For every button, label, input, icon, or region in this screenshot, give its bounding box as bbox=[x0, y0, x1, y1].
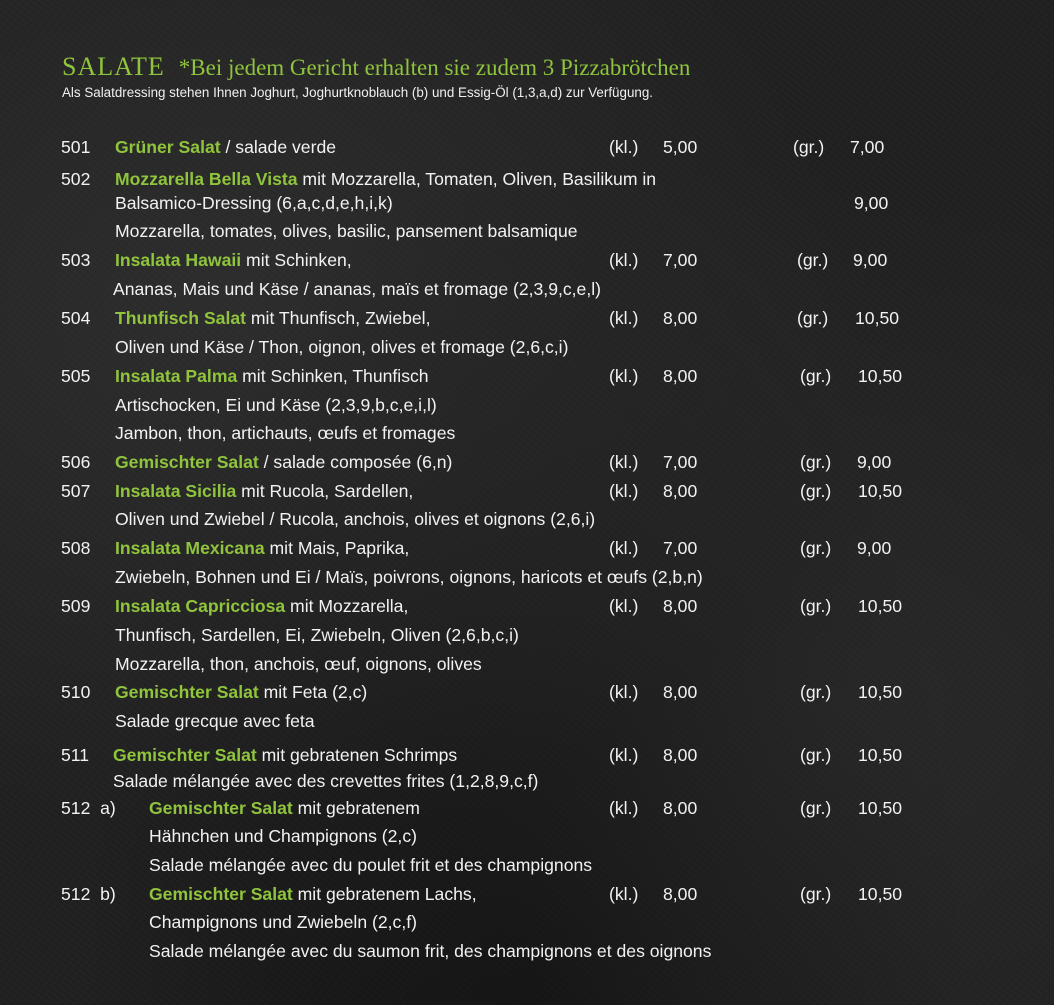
item-title bbox=[115, 596, 408, 616]
item-description-line-2: Oliven und Käse / Thon, oignon, olives et fromage (2,6,c,i) bbox=[115, 337, 569, 357]
large-size-label: (gr.) bbox=[800, 481, 832, 501]
small-size-price: 8,00 bbox=[663, 308, 698, 328]
menu-title bbox=[62, 52, 690, 82]
small-size-price: 8,00 bbox=[663, 481, 698, 501]
item-description-line-2: Salade grecque avec feta bbox=[115, 711, 315, 731]
large-size-label: (gr.) bbox=[800, 745, 832, 765]
large-size-price: 10,50 bbox=[858, 884, 903, 904]
item-description-line-2: Oliven und Zwiebel / Rucola, anchois, olives et oignons (2,6,i) bbox=[115, 509, 596, 529]
large-size-label: (gr.) bbox=[797, 250, 829, 270]
item-title bbox=[115, 250, 352, 270]
item-name: Gemischter Salat bbox=[113, 745, 257, 765]
item-number: 506 bbox=[61, 452, 91, 472]
small-size-price: 8,00 bbox=[663, 798, 698, 818]
item-name: Insalata Palma bbox=[115, 366, 238, 386]
item-name: Insalata Mexicana bbox=[115, 538, 265, 558]
small-size-price: 5,00 bbox=[663, 137, 698, 157]
item-description-line-2: Artischocken, Ei und Käse (2,3,9,b,c,e,i,l) bbox=[115, 395, 437, 415]
item-name: Gemischter Salat bbox=[115, 452, 259, 472]
small-size-price: 8,00 bbox=[663, 596, 698, 616]
item-number: 504 bbox=[61, 308, 91, 328]
item-description-line-3: Jambon, thon, artichauts, œufs et fromages bbox=[115, 423, 456, 443]
item-description-line-2: Ananas, Mais und Käse / ananas, maïs et fromage (2,3,9,c,e,l) bbox=[113, 279, 601, 299]
small-size-label: (kl.) bbox=[609, 481, 639, 501]
item-name: Insalata Capricciosa bbox=[115, 596, 286, 616]
item-number: 512 a) bbox=[61, 798, 116, 818]
item-name: Gemischter Salat bbox=[149, 798, 293, 818]
large-size-price: 10,50 bbox=[855, 308, 900, 328]
item-description: mit Mais, Paprika, bbox=[264, 538, 410, 558]
item-name: Mozzarella Bella Vista bbox=[115, 169, 298, 189]
small-size-label: (kl.) bbox=[609, 366, 639, 386]
item-title bbox=[115, 137, 336, 157]
item-description: mit Mozzarella, Tomaten, Oliven, Basilikum in bbox=[297, 169, 657, 189]
item-description: mit Rucola, Sardellen, bbox=[236, 481, 414, 501]
item-name: Gemischter Salat bbox=[149, 884, 293, 904]
item-name: Insalata Hawaii bbox=[115, 250, 242, 270]
small-size-label: (kl.) bbox=[609, 452, 639, 472]
small-size-label: (kl.) bbox=[609, 682, 639, 702]
large-size-price: 10,50 bbox=[858, 596, 903, 616]
item-description-line-3: Salade mélangée avec du saumon frit, des champignons et des oignons bbox=[149, 941, 712, 961]
item-description-line-2: Champignons und Zwiebeln (2,c,f) bbox=[149, 912, 417, 932]
large-size-label: (gr.) bbox=[800, 682, 832, 702]
small-size-price: 8,00 bbox=[663, 682, 698, 702]
item-title bbox=[115, 452, 452, 472]
large-size-price: 10,50 bbox=[858, 481, 903, 501]
item-title bbox=[149, 798, 420, 818]
large-size-price: 10,50 bbox=[858, 798, 903, 818]
item-title bbox=[113, 745, 457, 765]
item-description-line-2: Balsamico-Dressing (6,a,c,d,e,h,i,k) bbox=[115, 193, 393, 213]
small-size-price: 7,00 bbox=[663, 250, 698, 270]
small-size-price: 8,00 bbox=[663, 745, 698, 765]
item-name: Insalata Sicilia bbox=[115, 481, 237, 501]
item-description: / salade composée (6,n) bbox=[258, 452, 453, 472]
large-size-price: 9,00 bbox=[857, 452, 892, 472]
large-size-price: 10,50 bbox=[858, 682, 903, 702]
large-size-price: 9,00 bbox=[857, 538, 892, 558]
item-description-line-2: Hähnchen und Champignons (2,c) bbox=[149, 826, 417, 846]
item-price: 9,00 bbox=[854, 193, 889, 213]
item-number: 512 b) bbox=[61, 884, 116, 904]
item-number: 507 bbox=[61, 481, 91, 501]
item-title bbox=[115, 538, 409, 558]
item-name: Grüner Salat bbox=[115, 137, 221, 157]
small-size-label: (kl.) bbox=[609, 538, 639, 558]
item-title bbox=[115, 682, 367, 702]
large-size-label: (gr.) bbox=[800, 538, 832, 558]
item-description: / salade verde bbox=[220, 137, 337, 157]
item-description-line-2: Zwiebeln, Bohnen und Ei / Maïs, poivrons, oignons, haricots et œufs (2,b,n) bbox=[115, 567, 703, 587]
dressing-note: Als Salatdressing stehen Ihnen Joghurt, Joghurtknoblauch (b) und Essig-Öl (1,3,a,d) zur Verfügung. bbox=[62, 85, 654, 100]
large-size-price: 10,50 bbox=[858, 366, 903, 386]
small-size-price: 7,00 bbox=[663, 452, 698, 472]
item-title bbox=[149, 884, 477, 904]
large-size-label: (gr.) bbox=[800, 366, 832, 386]
small-size-label: (kl.) bbox=[609, 250, 639, 270]
item-number: 511 bbox=[61, 745, 90, 765]
item-title bbox=[115, 481, 413, 501]
large-size-label: (gr.) bbox=[800, 884, 832, 904]
item-title bbox=[115, 169, 656, 189]
small-size-price: 8,00 bbox=[663, 366, 698, 386]
item-number: 510 bbox=[61, 682, 91, 702]
item-title bbox=[115, 308, 430, 328]
small-size-label: (kl.) bbox=[609, 745, 639, 765]
item-description-line-2: Thunfisch, Sardellen, Ei, Zwiebeln, Oliven (2,6,b,c,i) bbox=[115, 625, 519, 645]
item-number: 509 bbox=[61, 596, 91, 616]
item-description-line-3: Mozzarella, tomates, olives, basilic, pansement balsamique bbox=[115, 221, 578, 241]
item-description: mit Schinken, bbox=[241, 250, 352, 270]
item-number: 505 bbox=[61, 366, 91, 386]
small-size-label: (kl.) bbox=[609, 596, 639, 616]
large-size-label: (gr.) bbox=[800, 798, 832, 818]
item-number: 502 bbox=[61, 169, 91, 189]
section-subtitle: *Bei jedem Gericht erhalten sie zudem 3 Pizzabrötchen bbox=[178, 55, 691, 80]
large-size-label: (gr.) bbox=[800, 596, 832, 616]
item-description: mit Mozzarella, bbox=[285, 596, 409, 616]
section-title: SALATE bbox=[62, 52, 165, 81]
item-description-line-3: Mozzarella, thon, anchois, œuf, oignons, olives bbox=[115, 654, 482, 674]
item-description-line-2: Salade mélangée avec des crevettes frites (1,2,8,9,c,f) bbox=[113, 771, 539, 791]
item-description: mit gebratenen Schrimps bbox=[256, 745, 458, 765]
large-size-label: (gr.) bbox=[797, 308, 829, 328]
small-size-label: (kl.) bbox=[609, 798, 639, 818]
item-name: Gemischter Salat bbox=[115, 682, 259, 702]
large-size-label: (gr.) bbox=[800, 452, 832, 472]
small-size-price: 8,00 bbox=[663, 884, 698, 904]
item-description-line-3: Salade mélangée avec du poulet frit et des champignons bbox=[149, 855, 593, 875]
large-size-price: 10,50 bbox=[858, 745, 903, 765]
small-size-price: 7,00 bbox=[663, 538, 698, 558]
item-description: mit gebratenem bbox=[292, 798, 420, 818]
item-name: Thunfisch Salat bbox=[115, 308, 246, 328]
small-size-label: (kl.) bbox=[609, 137, 639, 157]
large-size-price: 7,00 bbox=[850, 137, 885, 157]
item-number: 503 bbox=[61, 250, 91, 270]
item-title bbox=[115, 366, 429, 386]
small-size-label: (kl.) bbox=[609, 308, 639, 328]
item-number: 501 bbox=[61, 137, 91, 157]
item-number: 508 bbox=[61, 538, 91, 558]
large-size-price: 9,00 bbox=[853, 250, 888, 270]
item-description: mit Schinken, Thunfisch bbox=[237, 366, 429, 386]
large-size-label: (gr.) bbox=[793, 137, 825, 157]
item-description: mit Feta (2,c) bbox=[258, 682, 368, 702]
small-size-label: (kl.) bbox=[609, 884, 639, 904]
item-description: mit gebratenem Lachs, bbox=[292, 884, 477, 904]
item-description: mit Thunfisch, Zwiebel, bbox=[246, 308, 431, 328]
